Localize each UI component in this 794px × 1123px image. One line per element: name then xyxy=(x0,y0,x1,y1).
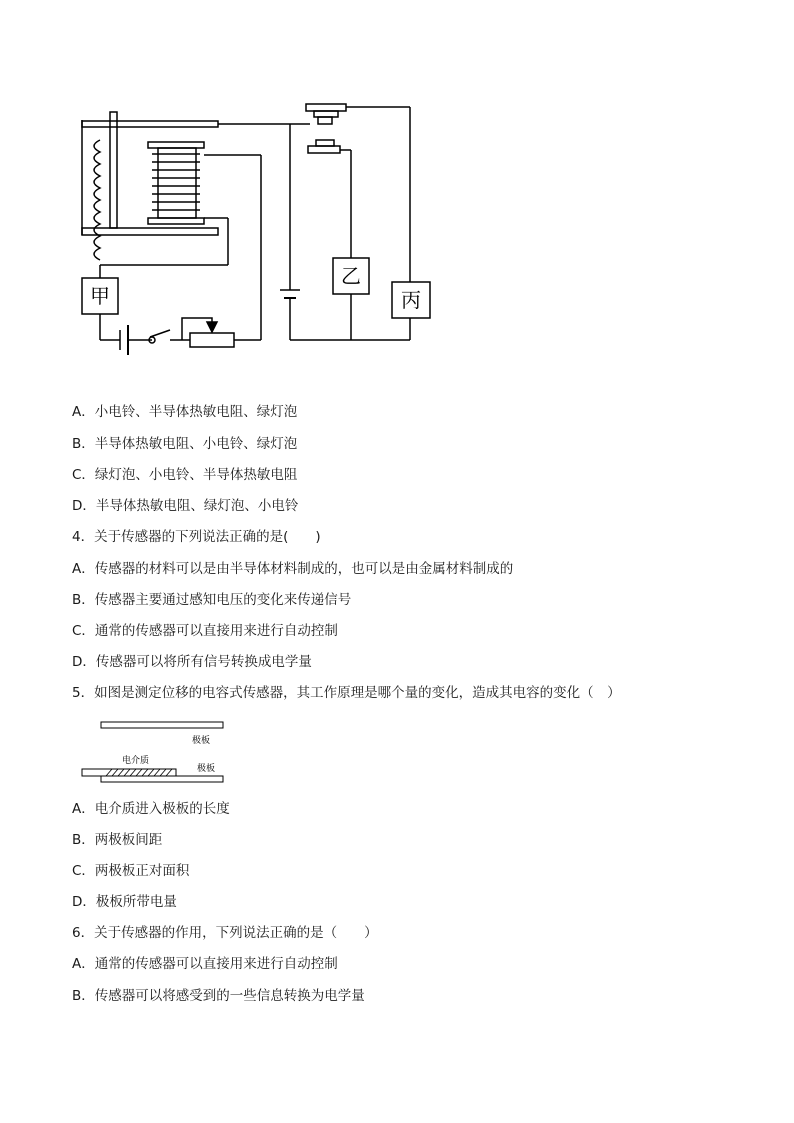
bottom-plate-label: 极板 xyxy=(197,764,216,774)
relay-base xyxy=(82,228,218,235)
q3-option-a: A．小电铃、半导体热敏电阻、绿灯泡 xyxy=(72,404,298,420)
q5-option-d: D．极板所带电量 xyxy=(72,894,177,910)
q3-option-c: C．绿灯泡、小电铃、半导体热敏电阻 xyxy=(72,467,298,483)
q4-option-d: D．传感器可以将所有信号转换成电学量 xyxy=(72,654,312,670)
spring xyxy=(94,140,100,260)
q5-stem: 5．如图是测定位移的电容式传感器，其工作原理是哪个量的变化，造成其电容的变化（ ） xyxy=(72,685,621,701)
top-plate xyxy=(101,722,223,728)
q4-option-c: C．通常的传感器可以直接用来进行自动控制 xyxy=(72,623,338,639)
label-jia: 甲 xyxy=(90,284,110,308)
capacitor-figure xyxy=(0,715,794,785)
q4-option-a: A．传感器的材料可以是由半导体材料制成的，也可以是由金属材料制成的 xyxy=(72,561,514,577)
q4-option-b: B．传感器主要通过感知电压的变化来传递信号 xyxy=(72,592,352,608)
bottom-plate xyxy=(101,776,223,782)
q6-option-a: A．通常的传感器可以直接用来进行自动控制 xyxy=(72,956,338,972)
label-bing: 丙 xyxy=(401,288,421,312)
dielectric-label: 电介质 xyxy=(122,756,150,766)
armature xyxy=(82,121,218,127)
relay-circuit-figure xyxy=(0,0,794,360)
q3-option-b: B．半导体热敏电阻、小电铃、绿灯泡 xyxy=(72,436,298,452)
top-plate-label: 极板 xyxy=(192,736,211,746)
q6-stem: 6．关于传感器的作用，下列说法正确的是（ ） xyxy=(72,925,378,941)
rheostat xyxy=(190,333,234,347)
q5-option-c: C．两极板正对面积 xyxy=(72,863,190,879)
q6-option-b: B．传感器可以将感受到的一些信息转换为电学量 xyxy=(72,988,365,1004)
q5-option-b: B．两极板间距 xyxy=(72,832,163,848)
q3-option-d: D．半导体热敏电阻、绿灯泡、小电铃 xyxy=(72,498,299,514)
q4-stem: 4．关于传感器的下列说法正确的是( ) xyxy=(72,529,321,545)
q5-option-a: A．电介质进入极板的长度 xyxy=(72,801,230,817)
label-yi: 乙 xyxy=(341,264,361,288)
